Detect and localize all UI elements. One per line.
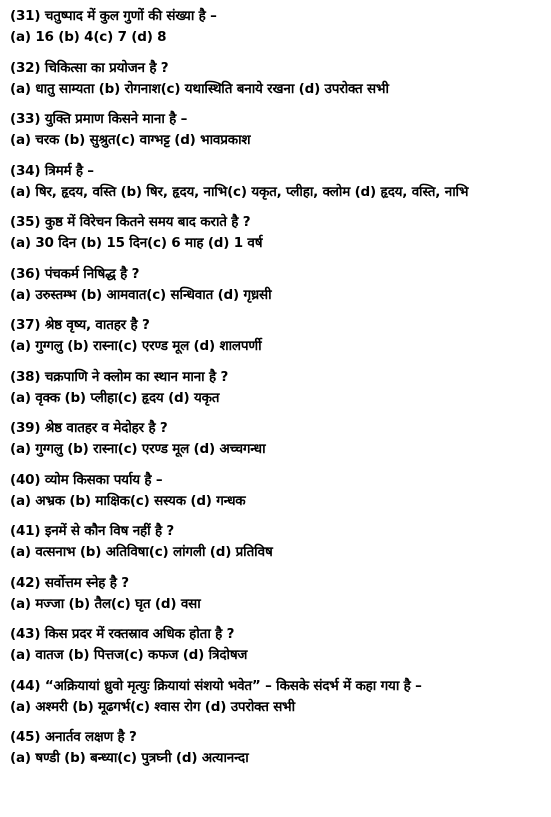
- question-item: [10, 109, 551, 161]
- answer-options: (a) 16 (b) 4(c) 7 (d) 8: [10, 29, 167, 45]
- answer-options: (a) षिर, हृदय, वस्ति (b) षिर, हृदय, नाभि(c) यकृत, प्लीहा, क्लोम (d) हृदय, वस्ति, नाभि: [10, 183, 469, 200]
- question-text: (34) त्रिमर्म है –: [10, 162, 94, 179]
- question-text: (31) चतुष्पाद में कुल गुणों की संख्या है –: [10, 8, 217, 24]
- question-item: [10, 264, 551, 316]
- question-item: [10, 161, 551, 213]
- question-item: [10, 521, 551, 573]
- answer-options: (a) धातु साम्यता (b) रोगनाश(c) यथास्थिति बनाये रखना (d) उपरोक्त सभी: [10, 80, 389, 97]
- question-item: [10, 624, 551, 676]
- question-text: (42) सर्वोत्तम स्नेह है ?: [10, 574, 129, 591]
- question-text: (37) श्रेष्ठ वृष्य, वातहर है ?: [10, 317, 150, 333]
- answer-options: (a) वातज (b) पित्तज(c) कफज (d) त्रिदोषज: [10, 647, 248, 663]
- question-item: [10, 367, 551, 419]
- question-item: [10, 6, 551, 58]
- answer-options: (a) वृक्क (b) प्लीहा(c) हृदय (d) यकृत: [10, 389, 220, 406]
- question-text: (44) “अक्रियायां ध्रुवो मृत्युः क्रियायां संशयो भवेत” – किसके संदर्भ में कहा गया है –: [10, 677, 422, 694]
- question-item: [10, 315, 551, 367]
- answer-options: (a) उरुस्तम्भ (b) आमवात(c) सन्धिवात (d) गृध्रसी: [10, 286, 272, 303]
- answer-options: (a) षण्डी (b) बन्ध्या(c) पुत्रघ्नी (d) अत्यानन्दा: [10, 750, 249, 766]
- answer-options: (a) 30 दिन (b) 15 दिन(c) 6 माह (d) 1 वर्ष: [10, 235, 263, 251]
- answer-options: (a) अभ्रक (b) माक्षिक(c) सस्यक (d) गन्धक: [10, 492, 246, 509]
- answer-options: (a) चरक (b) सुश्रुत(c) वाग्भट्ट (d) भावप्रकाश: [10, 132, 251, 148]
- question-item: [10, 676, 551, 728]
- answer-options: (a) अश्मरी (b) मूढगर्भ(c) श्वास रोग (d) उपरोक्त सभी: [10, 698, 295, 715]
- question-item: [10, 727, 551, 779]
- question-item: [10, 418, 551, 470]
- question-text: (40) व्योम किसका पर्याय है –: [10, 471, 163, 488]
- question-item: [10, 212, 551, 264]
- answer-options: (a) गुग्गलु (b) रास्ना(c) एरण्ड मूल (d) अच्चगन्धा: [10, 441, 266, 457]
- question-text: (38) चक्रपाणि ने क्लोम का स्थान माना है ?: [10, 368, 229, 385]
- question-item: [10, 58, 551, 110]
- question-text: (43) किस प्रदर में रक्तस्राव अधिक होता है ?: [10, 626, 235, 642]
- question-text: (45) अनार्तव लक्षण है ?: [10, 729, 137, 745]
- question-item: [10, 573, 551, 625]
- answer-options: (a) गुग्गलु (b) रास्ना(c) एरण्ड मूल (d) शालपर्णी: [10, 338, 262, 354]
- question-text: (36) पंचकर्म निषिद्ध है ?: [10, 265, 140, 282]
- answer-options: (a) मज्जा (b) तैल(c) घृत (d) वसा: [10, 595, 201, 612]
- question-text: (32) चिकित्सा का प्रयोजन है ?: [10, 59, 169, 76]
- question-text: (41) इनमें से कौन विष नहीं है ?: [10, 523, 175, 539]
- question-item: [10, 470, 551, 522]
- question-text: (33) युक्ति प्रमाण किसने माना है –: [10, 111, 188, 127]
- question-text: (35) कुष्ठ में विरेचन कितने समय बाद कराते है ?: [10, 214, 251, 230]
- question-text: (39) श्रेष्ठ वातहर व मेदोहर है ?: [10, 420, 168, 436]
- answer-options: (a) वत्सनाभ (b) अतिविषा(c) लांगली (d) प्रतिविष: [10, 544, 273, 560]
